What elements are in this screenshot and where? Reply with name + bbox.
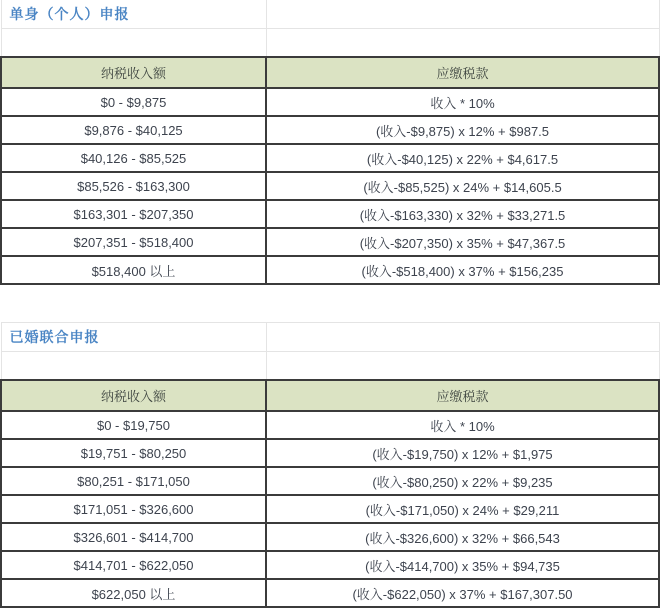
table-row bbox=[1, 495, 659, 523]
table-row bbox=[1, 200, 659, 228]
income-range-cell: $19,751 - $80,250 bbox=[1, 439, 266, 467]
column-header-income: 纳税收入额 bbox=[1, 380, 266, 411]
income-range-cell: $171,051 - $326,600 bbox=[1, 495, 266, 523]
tax-formula-cell: 收入 * 10% bbox=[266, 411, 659, 439]
table-title-single: 单身（个人）申报 bbox=[1, 0, 266, 29]
tax-formula-cell: (收入-$622,050) x 37% + $167,307.50 bbox=[266, 579, 659, 607]
tax-formula-cell: (收入-$85,525) x 24% + $14,605.5 bbox=[266, 172, 659, 200]
tax-formula-cell: (收入-$80,250) x 22% + $9,235 bbox=[266, 467, 659, 495]
income-range-cell: $9,876 - $40,125 bbox=[1, 116, 266, 144]
tax-formula-cell: (收入-$414,700) x 35% + $94,735 bbox=[266, 551, 659, 579]
income-range-cell: $80,251 - $171,050 bbox=[1, 467, 266, 495]
table-title-married: 已婚联合申报 bbox=[1, 323, 266, 352]
income-range-cell: $0 - $9,875 bbox=[1, 88, 266, 116]
income-range-cell: $163,301 - $207,350 bbox=[1, 200, 266, 228]
spacer-row bbox=[1, 29, 659, 58]
tax-formula-cell: (收入-$19,750) x 12% + $1,975 bbox=[266, 439, 659, 467]
title-row-empty-cell bbox=[266, 323, 659, 352]
income-range-cell: $414,701 - $622,050 bbox=[1, 551, 266, 579]
spacer-cell bbox=[1, 352, 266, 381]
title-row-empty-cell bbox=[266, 0, 659, 29]
column-header-row bbox=[1, 57, 659, 88]
tax-formula-cell: (收入-$518,400) x 37% + $156,235 bbox=[266, 256, 659, 284]
tax-formula-cell: (收入-$171,050) x 24% + $29,211 bbox=[266, 495, 659, 523]
table-row bbox=[1, 439, 659, 467]
tax-formula-cell: (收入-$9,875) x 12% + $987.5 bbox=[266, 116, 659, 144]
spacer-cell bbox=[1, 29, 266, 58]
spacer-cell bbox=[266, 29, 659, 58]
spacer-cell bbox=[266, 352, 659, 381]
tax-formula-cell: (收入-$163,330) x 32% + $33,271.5 bbox=[266, 200, 659, 228]
column-header-row bbox=[1, 380, 659, 411]
column-header-tax: 应缴税款 bbox=[266, 57, 659, 88]
table-row bbox=[1, 411, 659, 439]
income-range-cell: $0 - $19,750 bbox=[1, 411, 266, 439]
table-row bbox=[1, 579, 659, 607]
table-row bbox=[1, 144, 659, 172]
tax-formula-cell: (收入-$40,125) x 22% + $4,617.5 bbox=[266, 144, 659, 172]
income-range-cell: $40,126 - $85,525 bbox=[1, 144, 266, 172]
table-row bbox=[1, 523, 659, 551]
income-range-cell: $326,601 - $414,700 bbox=[1, 523, 266, 551]
table-row bbox=[1, 551, 659, 579]
table-row bbox=[1, 172, 659, 200]
tax-formula-cell: (收入-$207,350) x 35% + $47,367.5 bbox=[266, 228, 659, 256]
table-row bbox=[1, 228, 659, 256]
tax-table-married bbox=[0, 322, 660, 608]
table-row bbox=[1, 88, 659, 116]
table-title-row bbox=[1, 323, 659, 352]
spacer-row bbox=[1, 352, 659, 381]
table-title-row bbox=[1, 0, 659, 29]
table-row bbox=[1, 256, 659, 284]
tax-formula-cell: (收入-$326,600) x 32% + $66,543 bbox=[266, 523, 659, 551]
income-range-cell: $207,351 - $518,400 bbox=[1, 228, 266, 256]
tax-formula-cell: 收入 * 10% bbox=[266, 88, 659, 116]
column-header-income: 纳税收入额 bbox=[1, 57, 266, 88]
tax-table-single bbox=[0, 0, 660, 285]
table-row bbox=[1, 116, 659, 144]
income-range-cell: $518,400 以上 bbox=[1, 256, 266, 284]
income-range-cell: $85,526 - $163,300 bbox=[1, 172, 266, 200]
table-row bbox=[1, 467, 659, 495]
column-header-tax: 应缴税款 bbox=[266, 380, 659, 411]
income-range-cell: $622,050 以上 bbox=[1, 579, 266, 607]
